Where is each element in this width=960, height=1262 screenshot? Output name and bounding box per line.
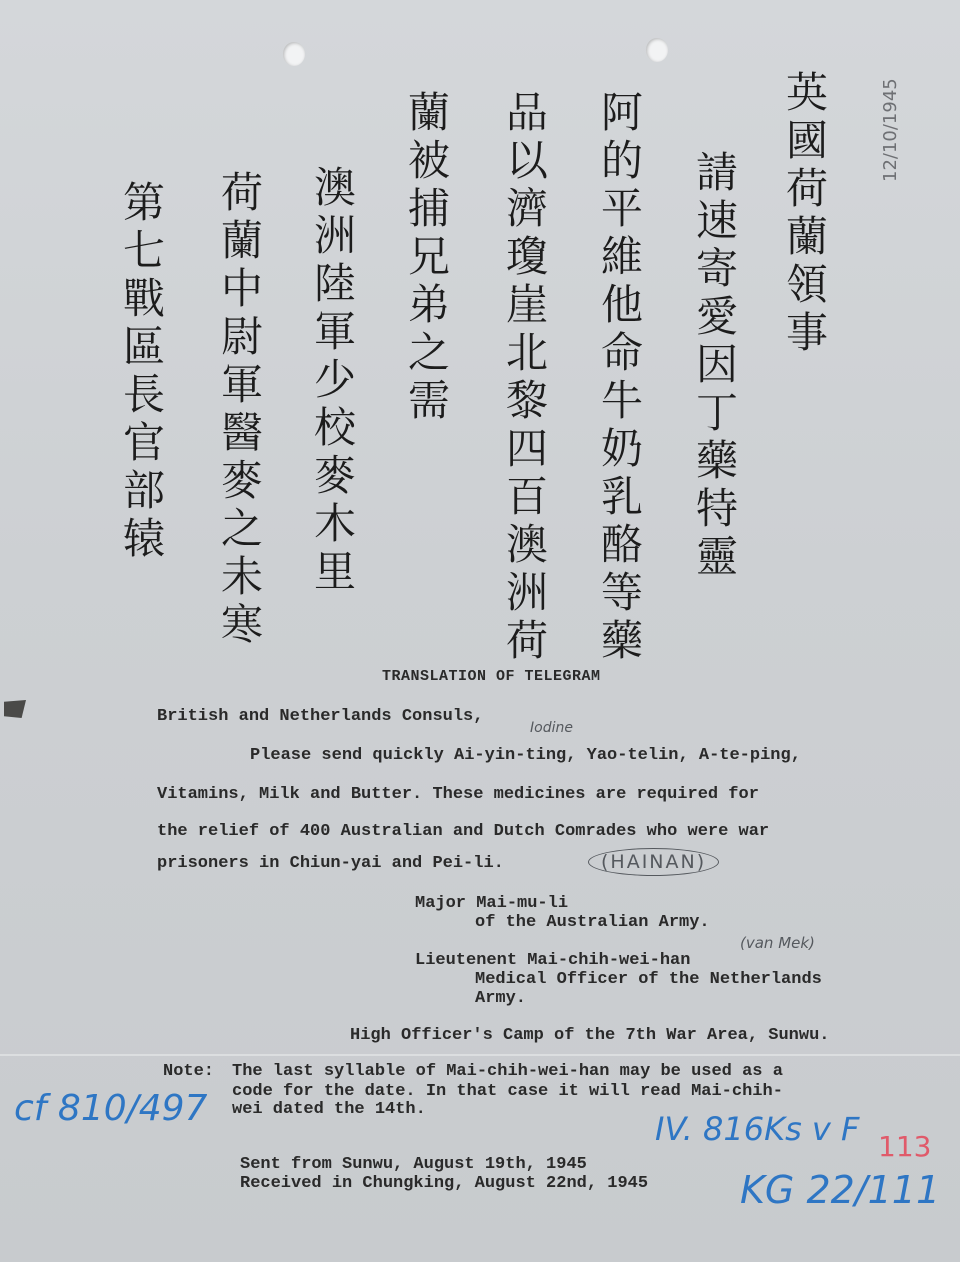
chinese-column-2: 請速寄愛因丁藥特靈 [690,150,739,582]
sent-line: Sent from Sunwu, August 19th, 1945 [240,1155,587,1174]
chinese-column-7: 荷蘭中尉軍醫麥之未寒 [215,170,264,650]
note-line-3: wei dated the 14th. [232,1100,426,1119]
received-line: Received in Chungking, August 22nd, 1945 [240,1174,649,1193]
initials-annotation: KG 22/111 [740,1168,941,1212]
translation-title: TRANSLATION OF TELEGRAM [382,668,601,685]
chinese-column-1: 英國荷蘭領事 [780,70,829,358]
punch-hole-right [646,38,668,62]
iodine-handwritten-note: Iodine [530,720,573,736]
body-line-3: the relief of 400 Australian and Dutch Comrades who were war [157,822,770,841]
signatory-lieut-name: Lieutenent Mai-chih-wei-han [415,951,691,970]
signatory-major-name: Major Mai-mu-li [415,894,569,913]
chinese-column-5: 蘭被捕兄弟之需 [402,90,451,426]
addressee-line: British and Netherlands Consuls, [157,707,484,726]
body-line-4: prisoners in Chiun-yai and Pei-li. [157,854,504,873]
note-line-2: code for the date. In that case it will read Mai-chih- [232,1082,783,1101]
chinese-column-4: 品以濟瓊崖北黎四百澳洲荷 [500,90,549,666]
chinese-column-8: 第七戰區長官部辕 [117,180,166,564]
fold-line [0,1054,960,1056]
right-reference-annotation: IV. 816Ks v F [655,1110,860,1148]
pencil-date-annotation: 12/10/1945 [880,78,901,182]
punch-hole-left [283,42,305,66]
left-reference-annotation: cf 810/497 [14,1088,208,1129]
chinese-column-6: 澳洲陸軍少校麥木里 [308,165,357,597]
signatory-lieut-role-1: Medical Officer of the Netherlands [475,970,822,989]
body-line-1: Please send quickly Ai-yin-ting, Yao-telin, A-te-ping, [250,746,801,765]
red-mark-annotation: 113 [878,1130,932,1163]
note-line-1: The last syllable of Mai-chih-wei-han may be used as a [232,1062,783,1081]
signatory-major-unit: of the Australian Army. [475,913,710,932]
chinese-column-3: 阿的平維他命牛奶乳酪等藥 [595,90,644,666]
note-label: Note: [163,1062,215,1081]
hainan-handwritten-note: (HAINAN) [588,848,719,876]
sender-camp-line: High Officer's Camp of the 7th War Area, Sunwu. [350,1026,830,1045]
van-mek-handwritten-note: (van Mek) [740,934,815,952]
signatory-lieut-role-2: Army. [475,989,527,1008]
body-line-2: Vitamins, Milk and Butter. These medicines are required for [157,785,759,804]
edge-tear [4,700,26,718]
